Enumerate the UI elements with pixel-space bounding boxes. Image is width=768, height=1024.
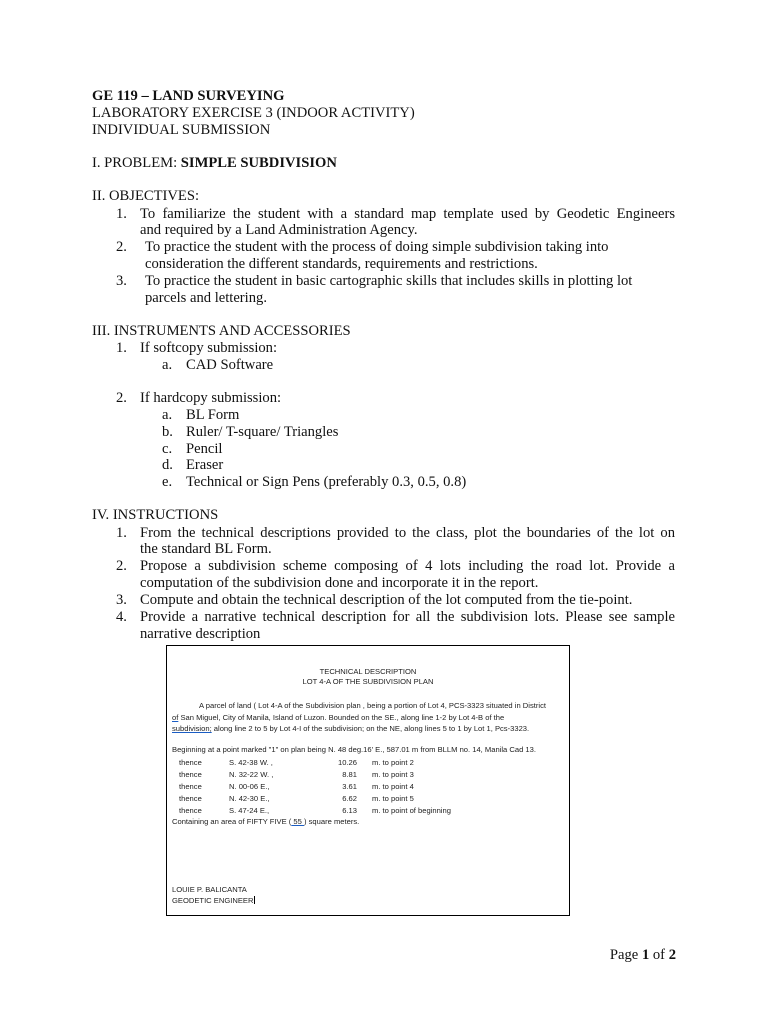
- objective-text-line: To familiarize the student with a standard map template used by Geodetic Engineers: [140, 206, 675, 222]
- instrument-item: Ruler/ T-square/ Triangles: [186, 424, 339, 440]
- instructions-heading: IV. INSTRUCTIONS: [92, 507, 219, 523]
- figure-thence: thence: [179, 782, 202, 791]
- figure-to-point: m. to point 5: [372, 794, 414, 803]
- softcopy-label: If softcopy submission:: [140, 340, 278, 356]
- figure-bearing: S. 42-38 W. ,: [229, 758, 273, 767]
- instruction-text-line: From the technical descriptions provided to the class, plot the boundaries of the lot on: [140, 525, 675, 541]
- submission-type: INDIVIDUAL SUBMISSION: [92, 122, 271, 138]
- problem-title: SIMPLE SUBDIVISION: [180, 155, 337, 171]
- figure-distance: 3.61: [342, 782, 357, 791]
- figure-thence: thence: [179, 758, 202, 767]
- problem-line: [92, 155, 337, 172]
- figure-subtitle: LOT 4-A OF THE SUBDIVISION PLAN: [302, 677, 434, 686]
- item-letter: e.: [162, 474, 173, 490]
- figure-title: TECHNICAL DESCRIPTION: [319, 667, 417, 676]
- figure-to-point: m. to point of beginning: [372, 806, 451, 815]
- figure-to-point: m. to point 3: [372, 770, 414, 779]
- objective-number: 2.: [116, 239, 127, 255]
- figure-area-line: [172, 817, 359, 826]
- figure-area-text: ) square meters.: [303, 817, 360, 826]
- figure-signatory-name: LOUIE P. BALICANTA: [172, 885, 247, 894]
- figure-beginning-line: Beginning at a point marked "1" on plan being N. 48 deg.16' E., 587.01 m from BLLM no. 14, Manila Cad 13.: [172, 745, 536, 754]
- hardcopy-label: If hardcopy submission:: [140, 390, 282, 406]
- instruction-text-line: Compute and obtain the technical description of the lot computed from the tie-point.: [140, 592, 633, 608]
- page-number: [610, 947, 676, 964]
- figure-distance: 10.26: [337, 758, 357, 767]
- figure-to-point: m. to point 2: [372, 758, 414, 767]
- figure-bearing: N. 00-06 E.,: [229, 782, 270, 791]
- figure-bearing: N. 32-22 W. ,: [229, 770, 274, 779]
- instrument-item: BL Form: [186, 407, 240, 423]
- figure-paragraph-text: along line 2 to 5 by Lot 4-I of the subdivision; on the NE, along lines 5 to 1 by Lot 1, Pcs-3323.: [211, 724, 530, 733]
- objective-text-line: parcels and lettering.: [145, 290, 267, 306]
- instrument-item: CAD Software: [186, 357, 274, 373]
- of-word: of: [649, 947, 669, 963]
- instruction-number: 1.: [116, 525, 127, 541]
- figure-paragraph-line: [172, 713, 504, 722]
- current-page: 1: [641, 947, 650, 963]
- item-letter: a.: [162, 357, 173, 373]
- course-title: GE 119 – LAND SURVEYING: [92, 88, 285, 104]
- instruments-heading: III. INSTRUMENTS AND ACCESSORIES: [92, 323, 351, 339]
- instrument-group-number: 2.: [116, 390, 127, 406]
- instruction-text-line: Propose a subdivision scheme composing of 4 lots including the road lot. Provide a: [140, 558, 675, 574]
- figure-signatory-title: GEODETIC ENGINEER: [172, 896, 254, 905]
- figure-distance: 6.13: [342, 806, 357, 815]
- instrument-item: Eraser: [186, 457, 224, 473]
- exercise-title: LABORATORY EXERCISE 3 (INDOOR ACTIVITY): [92, 105, 415, 121]
- figure-underlined-word: subdivision;: [172, 724, 212, 733]
- page-word: Page: [609, 947, 642, 963]
- objectives-heading: II. OBJECTIVES:: [92, 188, 200, 204]
- total-pages: 2: [668, 947, 676, 963]
- figure-thence: thence: [179, 794, 202, 803]
- instruction-text-line: the standard BL Form.: [140, 541, 272, 557]
- item-letter: a.: [162, 407, 173, 423]
- objective-text-line: and required by a Land Administration Agency.: [140, 222, 418, 238]
- figure-area-number: 55: [291, 817, 304, 826]
- objective-text-line: consideration the different standards, requirements and restrictions.: [145, 256, 538, 272]
- problem-label: I. PROBLEM:: [92, 155, 181, 171]
- instruction-text-line: computation of the subdivision done and incorporate it in the report.: [140, 575, 539, 591]
- figure-distance: 6.62: [342, 794, 357, 803]
- text-cursor-icon: [254, 896, 255, 904]
- instruction-text-line: narrative description: [140, 626, 261, 642]
- item-letter: c.: [162, 441, 173, 457]
- figure-signatory-title-line: [172, 896, 255, 905]
- figure-underlined-word: of: [172, 713, 179, 722]
- objective-text-line: To practice the student with the process of doing simple subdivision taking into: [145, 239, 609, 255]
- instruction-number: 4.: [116, 609, 127, 625]
- instrument-group-number: 1.: [116, 340, 127, 356]
- objective-text-line: To practice the student in basic cartographic skills that includes skills in plotting lot: [145, 273, 633, 289]
- instruction-number: 2.: [116, 558, 127, 574]
- item-letter: b.: [162, 424, 173, 440]
- instrument-item: Technical or Sign Pens (preferably 0.3, 0.5, 0.8): [186, 474, 467, 490]
- figure-bearing: S. 47-24 E.,: [229, 806, 270, 815]
- sample-technical-description-image: [166, 645, 570, 916]
- figure-area-text: Containing an area of FIFTY FIVE (: [172, 817, 292, 826]
- item-letter: d.: [162, 457, 173, 473]
- figure-thence: thence: [179, 770, 202, 779]
- instruction-number: 3.: [116, 592, 127, 608]
- figure-paragraph-text: San Miguel, City of Manila, Island of Luzon. Bounded on the SE., along line 1-2 by Lot 4-B of the: [178, 713, 505, 722]
- figure-to-point: m. to point 4: [372, 782, 414, 791]
- figure-paragraph-line: [172, 724, 529, 733]
- figure-paragraph-line: A parcel of land ( Lot 4-A of the Subdivision plan , being a portion of Lot 4, PCS-3323 situated in District: [199, 701, 546, 710]
- objective-number: 3.: [116, 273, 127, 289]
- instruction-text-line: Provide a narrative technical description for all the subdivision lots. Please see sample: [140, 609, 675, 625]
- figure-distance: 8.81: [342, 770, 357, 779]
- figure-thence: thence: [179, 806, 202, 815]
- figure-bearing: N. 42-30 E.,: [229, 794, 270, 803]
- instrument-item: Pencil: [186, 441, 223, 457]
- objective-number: 1.: [116, 206, 127, 222]
